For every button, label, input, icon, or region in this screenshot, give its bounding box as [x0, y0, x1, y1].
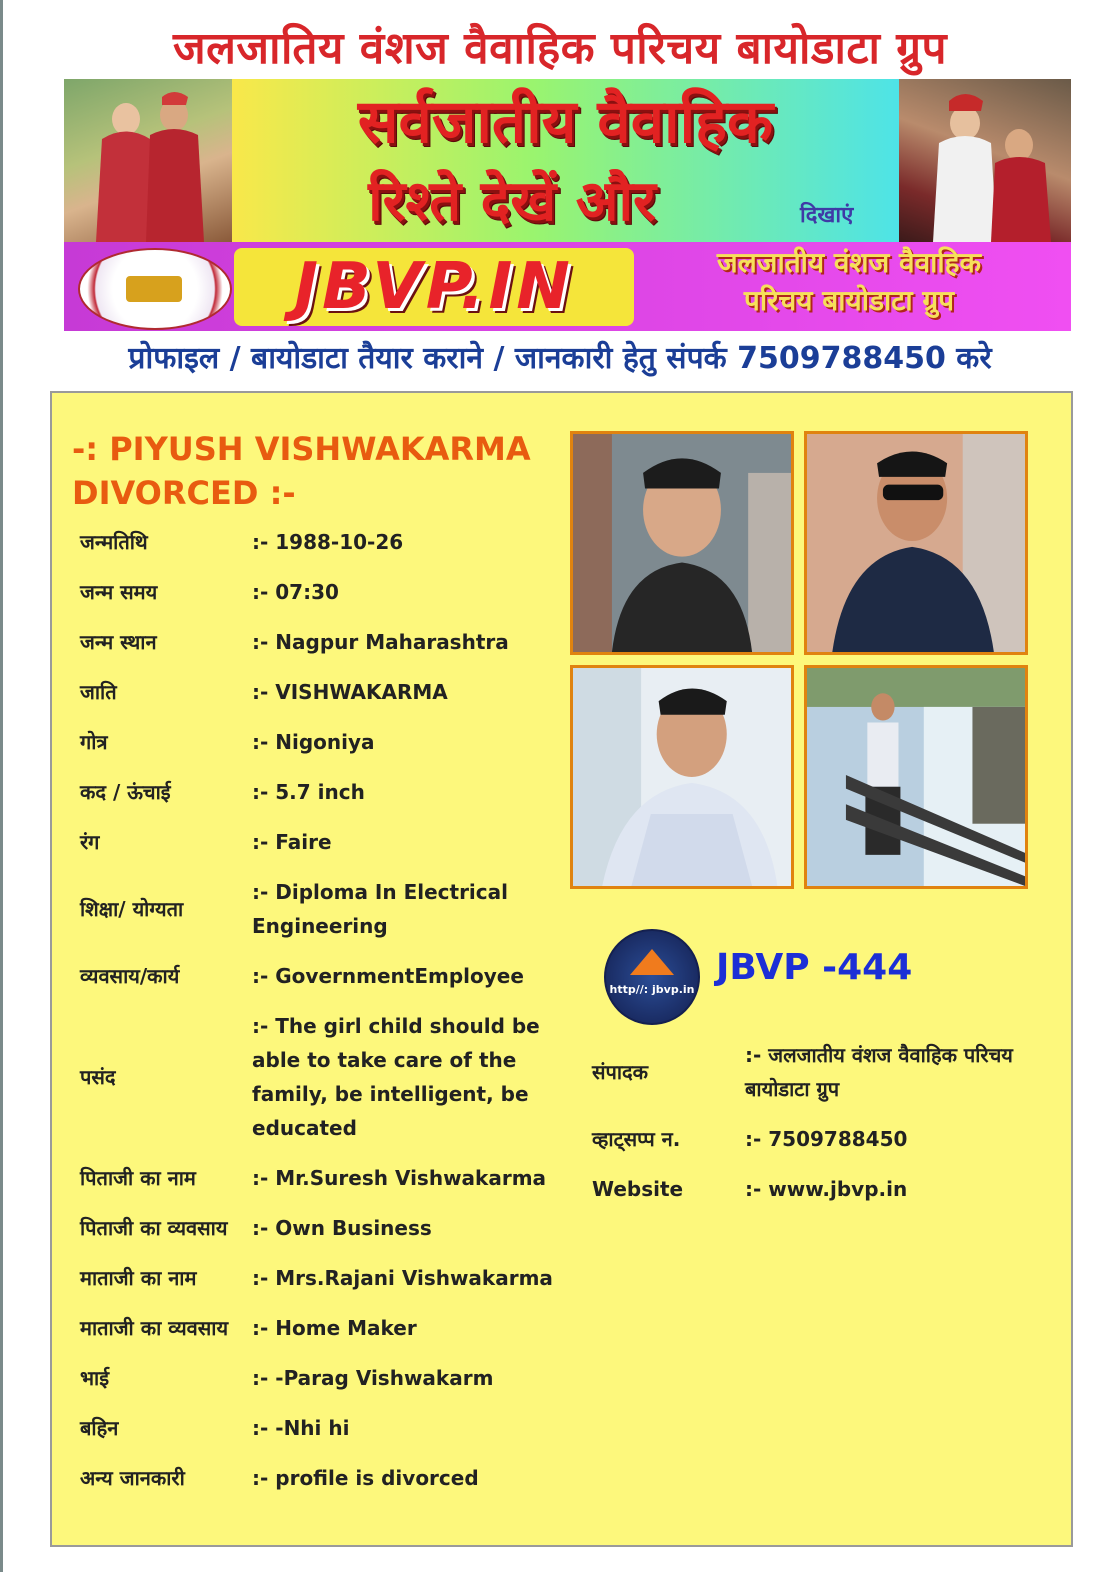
- editor-value: :- जलजातीय वंशज वैवाहिक परिचय बायोडाटा ग्रुप: [745, 1043, 1013, 1101]
- detail-row: [80, 1211, 580, 1245]
- editor-details: [592, 1038, 1052, 1206]
- banner-group-line-1: जलजातीय वंशज वैवाहिक: [716, 246, 982, 279]
- detail-value: :- -Parag Vishwakarm: [252, 1366, 494, 1390]
- detail-value: :- Faire: [252, 830, 332, 854]
- banner-headline-1: सर्वजातीय वैवाहिक: [357, 87, 774, 157]
- banner-headline-2: रिश्ते देखें और: [368, 169, 656, 234]
- detail-value: :- Home Maker: [252, 1316, 417, 1340]
- banner: [64, 79, 1071, 331]
- detail-label: रंग: [80, 830, 100, 854]
- detail-row: [80, 875, 580, 943]
- detail-row: [80, 1009, 580, 1145]
- detail-value: :- 07:30: [252, 580, 339, 604]
- detail-label: जन्म समय: [80, 580, 158, 604]
- brand-text: JBVP.IN: [294, 250, 574, 324]
- detail-value: :- Diploma In Electrical Engineering: [252, 880, 508, 938]
- profile-photo-4: [804, 665, 1028, 889]
- editor-label: व्हाट्सप्प न.: [592, 1127, 681, 1151]
- detail-row: [80, 959, 580, 993]
- profile-photo-2: [804, 431, 1028, 655]
- detail-label: गोत्र: [80, 730, 108, 754]
- profile-photo-3: [570, 665, 794, 889]
- detail-row: [80, 775, 580, 809]
- detail-row: [80, 1361, 580, 1395]
- detail-label: व्यवसाय/कार्य: [80, 964, 180, 988]
- profile-heading: -: PIYUSH VISHWAKARMA DIVORCED :-: [72, 430, 531, 512]
- detail-value: :- The girl child should be able to take care of the family, be intelligent, be educated: [252, 1014, 540, 1140]
- detail-row: [80, 725, 580, 759]
- detail-label: जन्म स्थान: [80, 630, 157, 654]
- banner-show-text: दिखाएं: [800, 203, 854, 228]
- detail-row: [80, 1461, 580, 1495]
- detail-label: अन्य जानकारी: [80, 1466, 185, 1490]
- group-seal-logo: [78, 248, 232, 330]
- detail-label: पसंद: [80, 1065, 116, 1089]
- detail-value: :- Own Business: [252, 1216, 432, 1240]
- detail-row: [80, 575, 580, 609]
- detail-row: [80, 1161, 580, 1195]
- house-roof-icon: [630, 949, 674, 975]
- banner-brand-strip: [64, 242, 1071, 331]
- detail-label: पिताजी का नाम: [80, 1166, 196, 1190]
- detail-label: बहिन: [80, 1416, 119, 1440]
- detail-row: [80, 1261, 580, 1295]
- editor-label: Website: [592, 1177, 684, 1201]
- profile-photo-1: [570, 431, 794, 655]
- detail-value: :- 5.7 inch: [252, 780, 365, 804]
- detail-value: :- Mrs.Rajani Vishwakarma: [252, 1266, 553, 1290]
- profile-details: [80, 525, 580, 1495]
- left-border-line: [0, 0, 3, 1572]
- banner-group-line-2: परिचय बायोडाटा ग्रुप: [743, 284, 955, 317]
- editor-row: [592, 1172, 1052, 1206]
- detail-label: शिक्षा/ योग्यता: [80, 897, 184, 921]
- detail-value: :- 1988-10-26: [252, 530, 404, 554]
- jbvp-website-logo: [604, 929, 700, 1025]
- detail-value: :- Nigoniya: [252, 730, 375, 754]
- profile-photos: [570, 431, 1036, 897]
- detail-row: [80, 525, 580, 559]
- group-title: जलजातिय वंशज वैवाहिक परिचय बायोडाटा ग्रुप: [172, 23, 948, 74]
- detail-row: [80, 1411, 580, 1445]
- detail-row: [80, 675, 580, 709]
- seal-emblem: [126, 276, 182, 302]
- detail-label: पिताजी का व्यवसाय: [80, 1216, 228, 1240]
- contact-line: प्रोफाइल / बायोडाटा तैयार कराने / जानकारी हेतु संपर्क 7509788450 करे: [128, 341, 992, 376]
- editor-value: :- www.jbvp.in: [745, 1177, 908, 1201]
- editor-label: संपादक: [592, 1060, 649, 1084]
- detail-label: माताजी का व्यवसाय: [80, 1316, 229, 1340]
- editor-value: :- 7509788450: [745, 1127, 908, 1151]
- editor-row: [592, 1122, 1052, 1156]
- detail-row: [80, 825, 580, 859]
- detail-row: [80, 1311, 580, 1345]
- logo-url-text: http//: jbvp.in: [609, 983, 695, 996]
- detail-label: कद / ऊंचाई: [80, 780, 171, 804]
- detail-label: जाति: [80, 680, 117, 704]
- profile-id: JBVP -444: [716, 947, 913, 988]
- detail-value: :- Mr.Suresh Vishwakarma: [252, 1166, 547, 1190]
- detail-label: माताजी का नाम: [80, 1266, 197, 1290]
- banner-couple-photo-right: [899, 79, 1071, 242]
- banner-couple-photo-left: [64, 79, 232, 242]
- banner-center: [232, 79, 899, 242]
- detail-value: :- Nagpur Maharashtra: [252, 630, 509, 654]
- brand-badge: [234, 248, 634, 326]
- detail-row: [80, 625, 580, 659]
- profile-card: [50, 391, 1073, 1547]
- detail-label: भाई: [80, 1366, 110, 1390]
- detail-label: जन्मतिथि: [80, 530, 148, 554]
- detail-value: :- GovernmentEmployee: [252, 964, 524, 988]
- banner-group-name: [634, 244, 1064, 320]
- detail-value: :- -Nhi hi: [252, 1416, 350, 1440]
- detail-value: :- profile is divorced: [252, 1466, 479, 1490]
- detail-value: :- VISHWAKARMA: [252, 680, 448, 704]
- editor-row: [592, 1038, 1052, 1106]
